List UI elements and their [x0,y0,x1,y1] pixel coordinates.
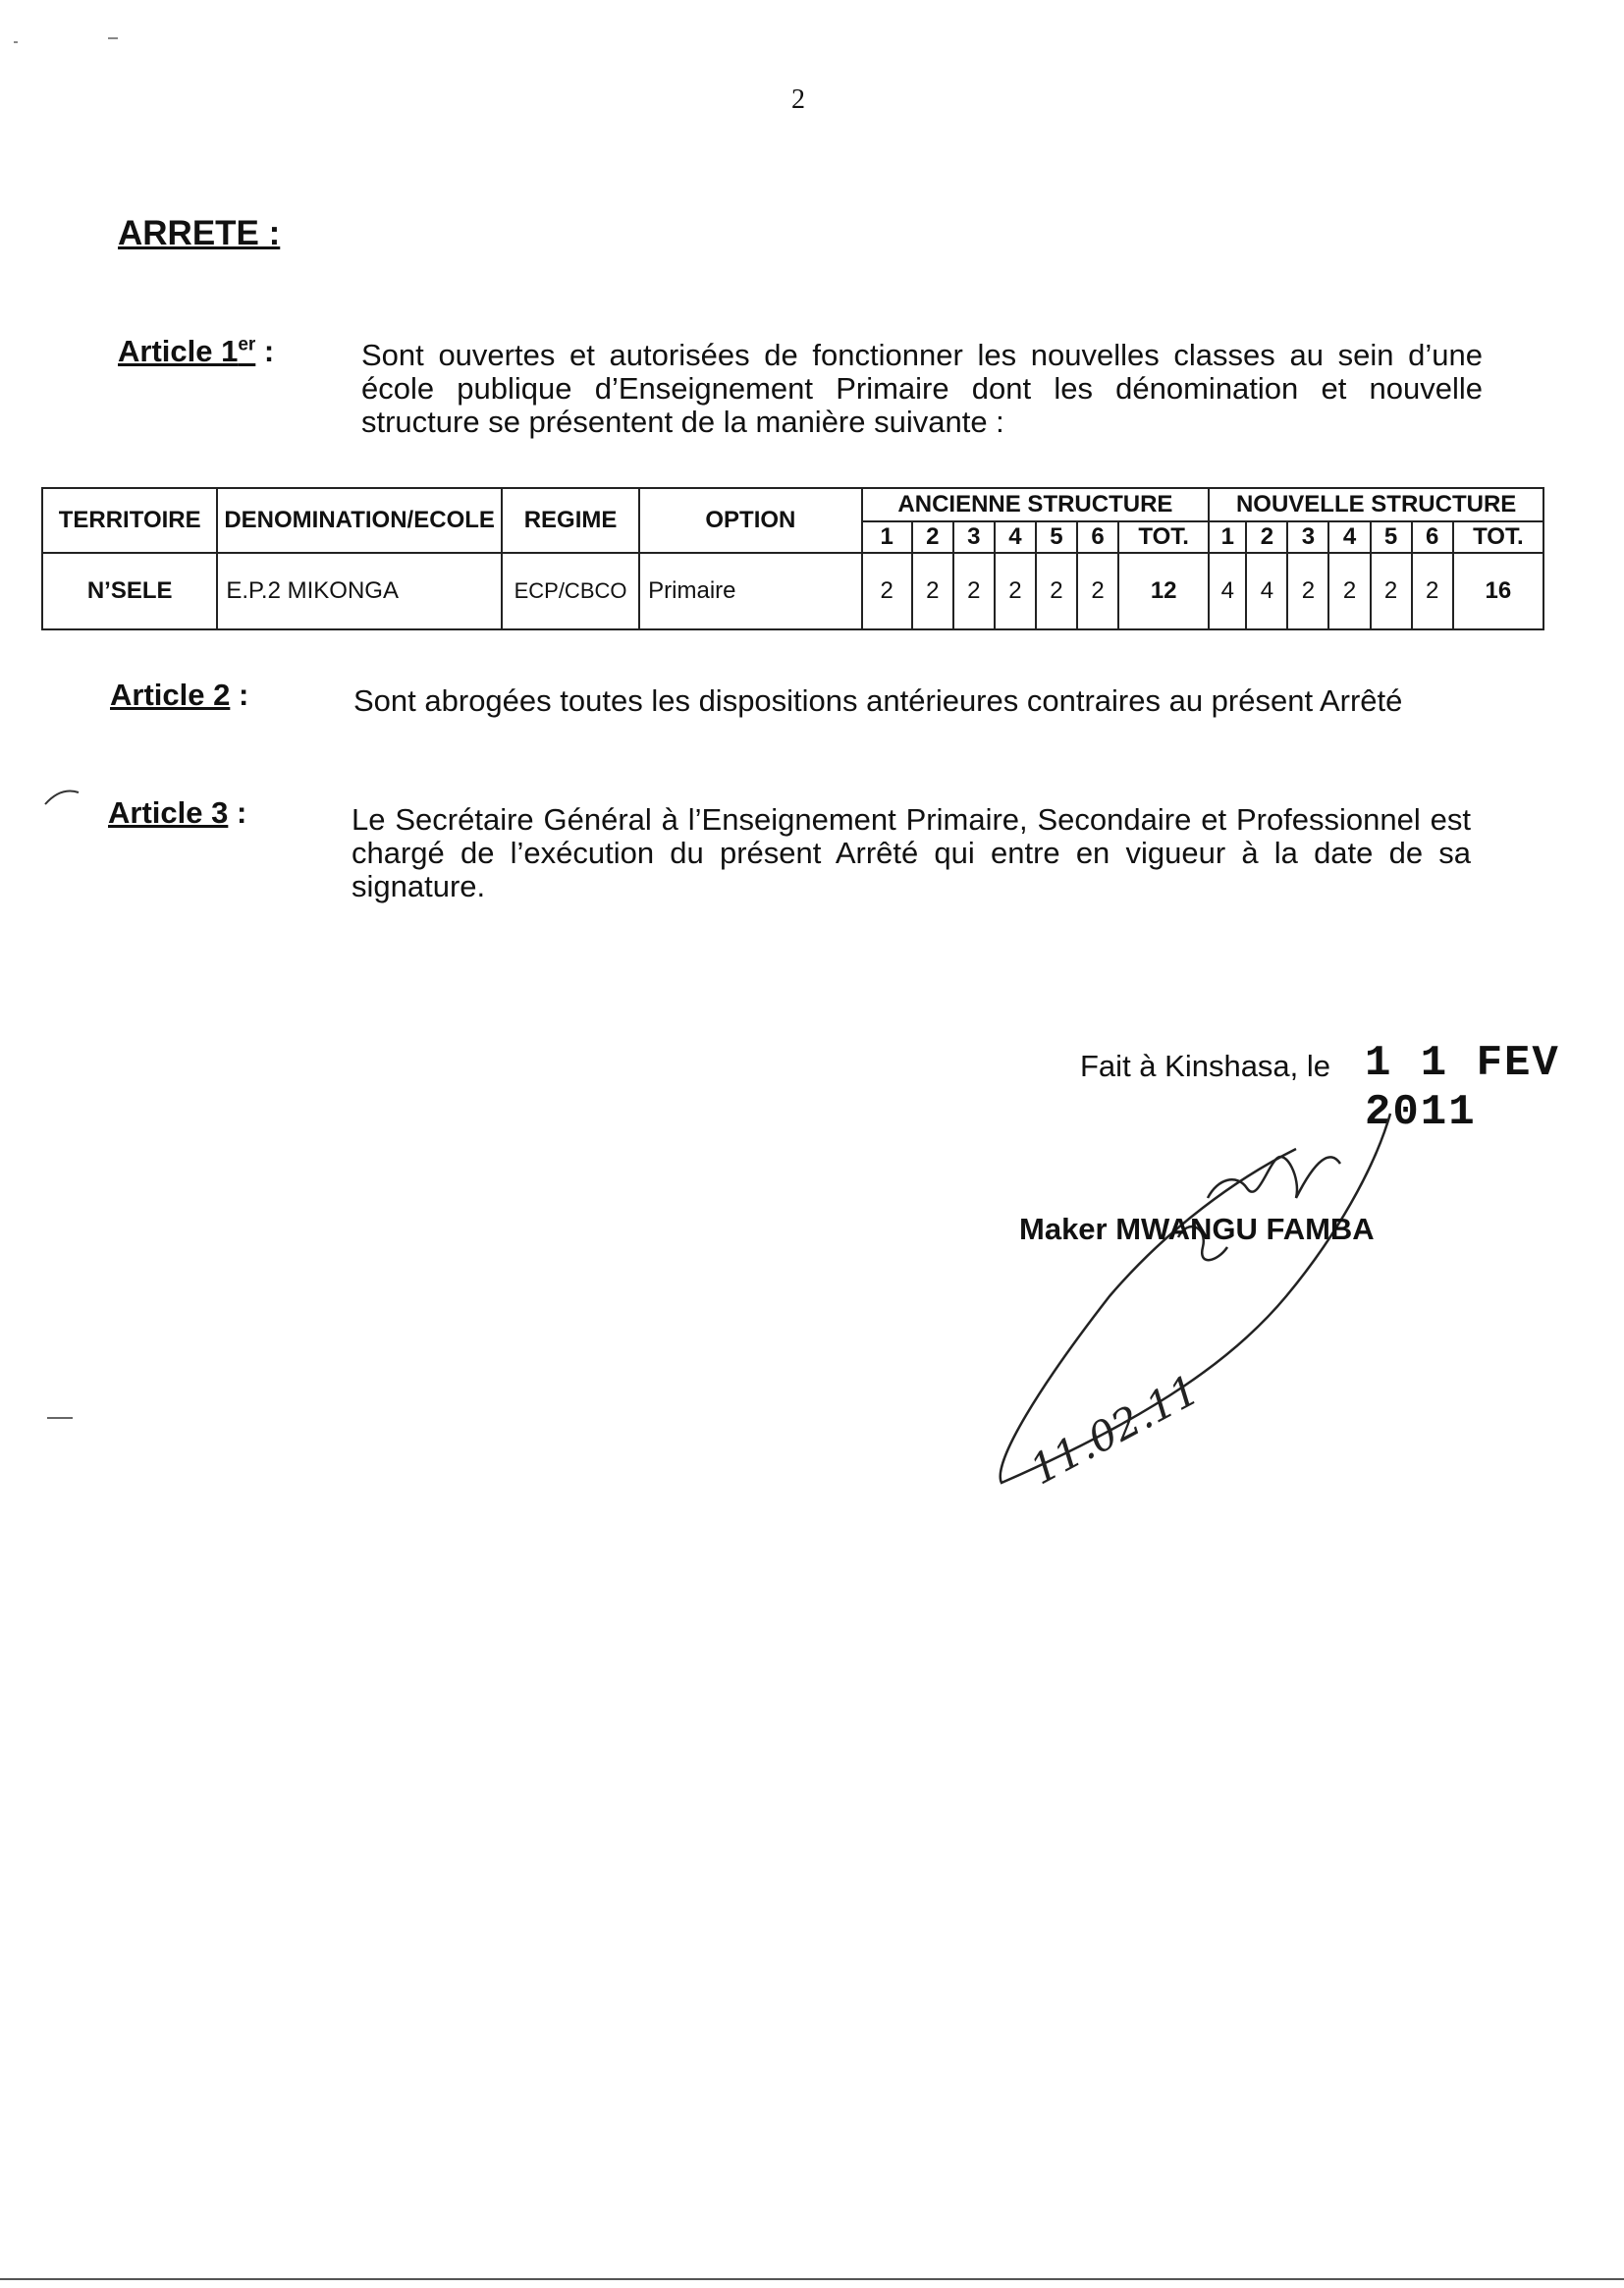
cell-nouvelle: 2 [1287,553,1328,629]
article-1-sup: er [238,334,256,355]
sub-header: TOT. [1118,521,1209,553]
table-row [42,553,1543,629]
header-denomination: DENOMINATION/ECOLE [217,488,502,553]
cell-ancienne: 2 [862,553,912,629]
article-1-label: Article 1er : [118,334,275,368]
article-2-text: Sont abrogées toutes les dispositions antérieures contraires au présent Arrêté [353,683,1403,718]
sub-header: 4 [1328,521,1370,553]
article-3-label: Article 3 : [108,795,247,830]
cell-nouvelle: 2 [1371,553,1412,629]
handwritten-date-text: 11.02.11 [1022,1365,1208,1495]
article-3-label-text: Article 3 [108,795,229,830]
article-1-label-text: Article 1 [118,334,239,368]
scan-dot [108,37,118,39]
article-2-label: Article 2 : [110,678,249,712]
date-stamp: 1 1 FEV 2011 [1365,1039,1560,1137]
sub-header: 2 [912,521,953,553]
cell-nouvelle: 2 [1412,553,1453,629]
cell-ancienne: 2 [953,553,995,629]
sub-header: 1 [862,521,912,553]
page-number: 2 [791,84,805,115]
sub-header: 3 [953,521,995,553]
cell-territoire: N’SELE [42,553,217,629]
cell-option: Primaire [639,553,861,629]
article-2-label-text: Article 2 [110,678,231,712]
cell-ecole: E.P.2 MIKONGA [217,553,502,629]
scan-mark [43,781,82,810]
cell-ancienne-total: 12 [1118,553,1209,629]
cell-nouvelle: 4 [1209,553,1246,629]
signer-name: Maker MWANGU FAMBA [1019,1212,1375,1246]
header-territoire: TERRITOIRE [42,488,217,553]
cell-nouvelle-total: 16 [1453,553,1543,629]
place-text: Fait à Kinshasa, le [1080,1049,1331,1083]
sub-header: 2 [1246,521,1287,553]
sub-header: TOT. [1453,521,1543,553]
header-ancienne-structure: ANCIENNE STRUCTURE [862,488,1210,521]
scan-dot [14,41,18,43]
header-option: OPTION [639,488,861,553]
sub-header: 1 [1209,521,1246,553]
article-1-text: Sont ouvertes et autorisées de fonctionner les nouvelles classes au sein d’une école publique d’Enseignement Primaire dont les dénomination et nouvelle structure se présentent de la manière suivante : [361,338,1483,439]
article-3-text: Le Secrétaire Général à l’Enseignement Primaire, Secondaire et Professionnel est chargé de l’exécution du présent Arrêté qui entre en vigueur à la date de sa signature. [352,802,1471,903]
cell-ancienne: 2 [1036,553,1077,629]
document-heading: ARRETE : [118,214,281,252]
cell-ancienne: 2 [995,553,1036,629]
sub-header: 5 [1371,521,1412,553]
sub-header: 5 [1036,521,1077,553]
cell-regime: ECP/CBCO [502,553,639,629]
header-regime: REGIME [502,488,639,553]
cell-ancienne: 2 [1077,553,1118,629]
handwritten-date [1001,1355,1208,1502]
sub-header: 4 [995,521,1036,553]
scan-bottom-edge [0,2278,1624,2280]
cell-nouvelle: 4 [1246,553,1287,629]
scan-dot [47,1417,73,1419]
sub-header: 6 [1412,521,1453,553]
cell-nouvelle: 2 [1328,553,1370,629]
sub-header: 6 [1077,521,1118,553]
sub-header: 3 [1287,521,1328,553]
cell-ancienne: 2 [912,553,953,629]
structure-table [41,487,1544,630]
header-nouvelle-structure: NOUVELLE STRUCTURE [1209,488,1543,521]
